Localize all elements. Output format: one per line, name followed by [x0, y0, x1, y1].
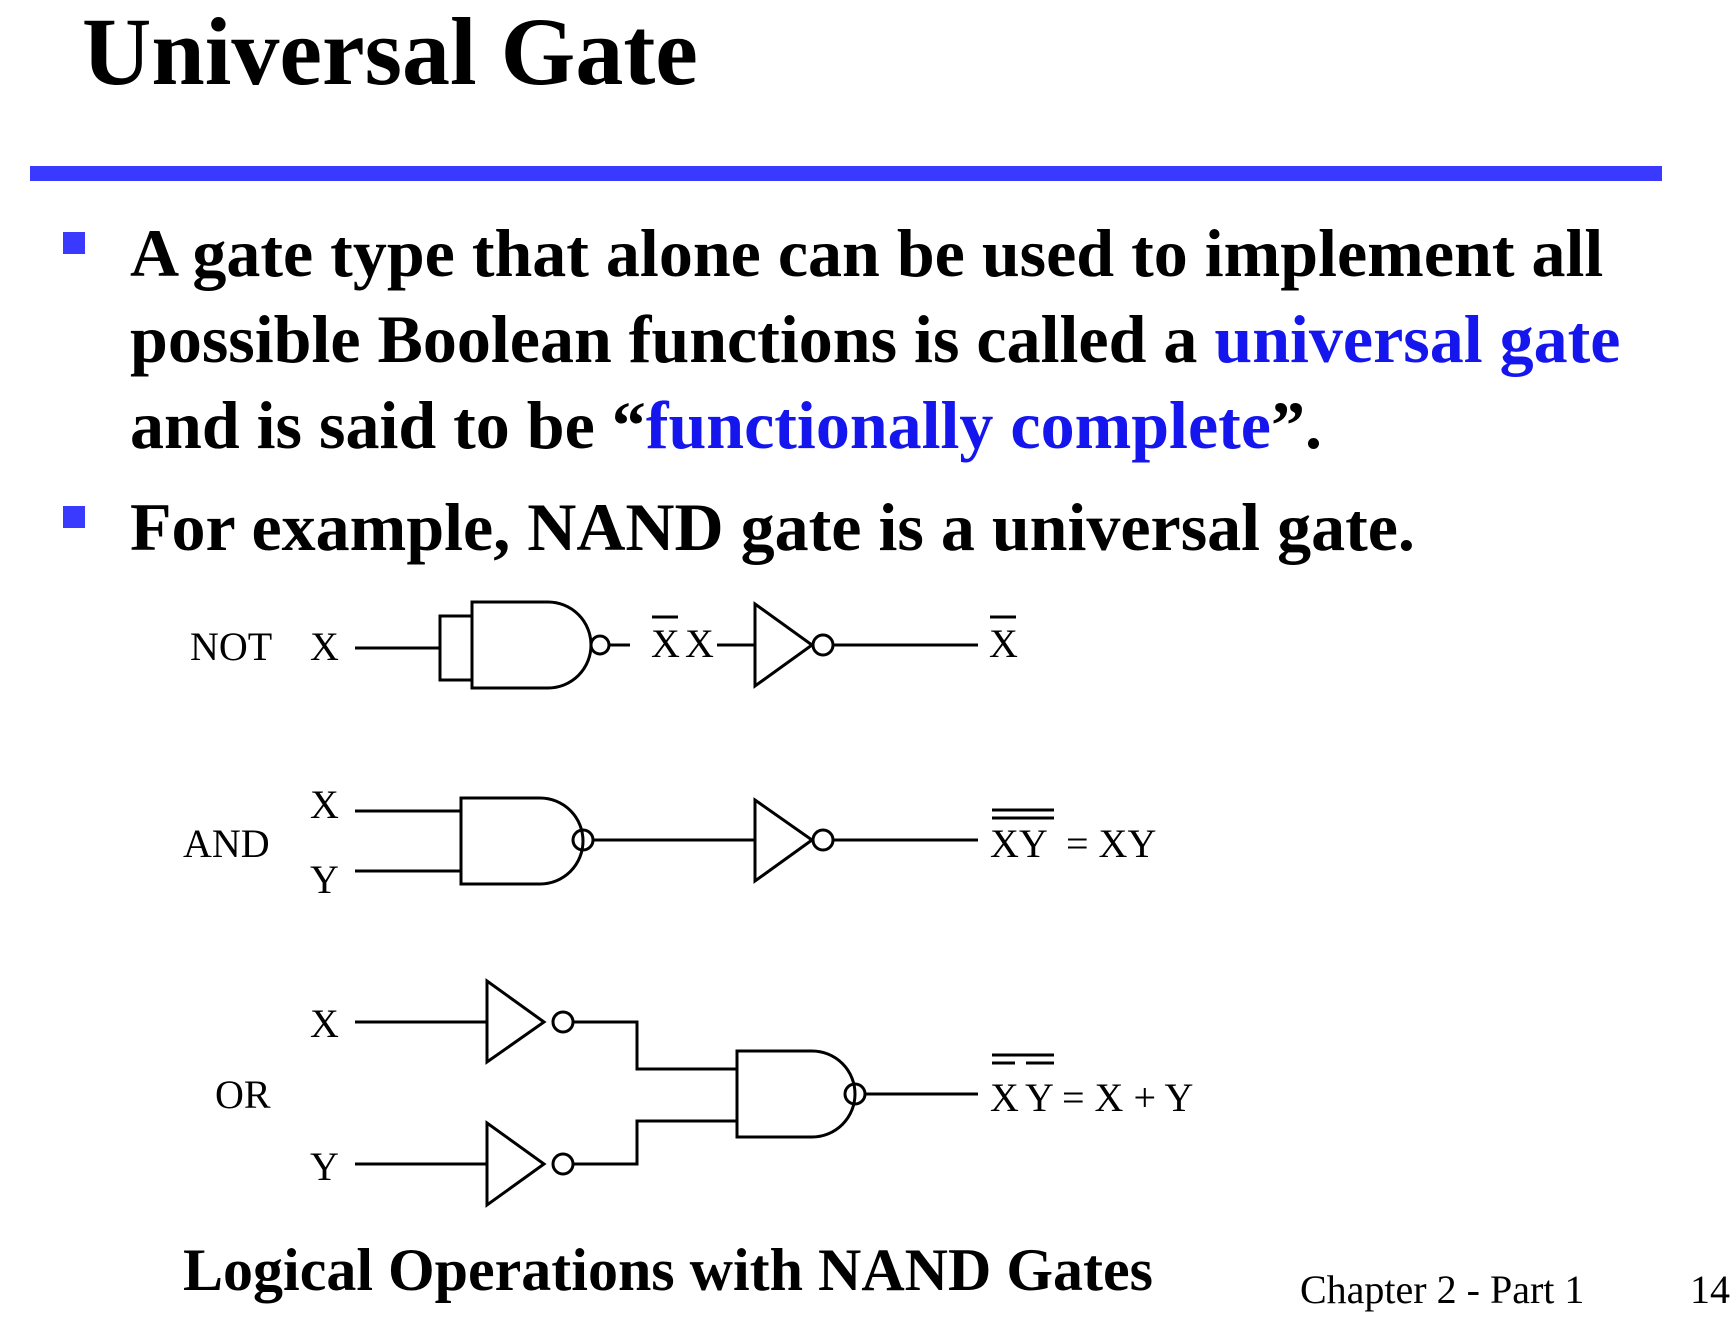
not-mid-label-bar: X — [651, 621, 680, 666]
bullet-square-icon — [63, 232, 85, 254]
and-nand-gate — [461, 798, 583, 884]
or-inverter-y — [487, 1123, 544, 1205]
slide-title: Universal Gate — [82, 0, 698, 105]
or-inverter-y-bubble — [553, 1154, 573, 1174]
not-nand-gate — [472, 602, 591, 688]
bullet-text-1a: A gate type that alone can be used to implement all possible Boolean functions is called a — [130, 215, 1604, 377]
bullet-nand-example — [60, 484, 1690, 570]
and-inverter-bubble — [813, 830, 833, 850]
or-x-to-nand-wire — [573, 1022, 737, 1069]
bullet-square-icon — [63, 506, 85, 528]
title-divider — [30, 166, 1662, 181]
or-inverter-x — [487, 981, 544, 1062]
bullet-text-2: For example, NAND gate is a universal gate. — [130, 489, 1415, 565]
or-input-x-label: X — [310, 1001, 339, 1046]
not-output-label: X — [989, 621, 1018, 666]
not-input-wire — [355, 616, 472, 680]
not-inverter-bubble — [813, 635, 833, 655]
or-output-bar-x-label: X — [990, 1075, 1019, 1120]
or-output-bar-y-label: Y — [1025, 1075, 1054, 1120]
not-inverter — [755, 604, 812, 686]
not-input-label: X — [310, 624, 339, 669]
highlight-functionally-complete: functionally complete — [645, 387, 1271, 463]
nand-logic-diagram — [0, 580, 1735, 1220]
and-row — [355, 798, 1054, 884]
footer-page-number: 14 — [1690, 1267, 1730, 1312]
and-operation-label: AND — [183, 821, 270, 866]
or-y-to-nand-wire — [573, 1121, 737, 1164]
not-operation-label: NOT — [190, 624, 273, 669]
and-inverter — [755, 800, 812, 881]
not-mid-label-plain: X — [685, 621, 714, 666]
and-input-x-label: X — [310, 782, 339, 827]
and-output-bar-label: XY — [990, 821, 1048, 866]
footer-chapter: Chapter 2 - Part 1 — [1300, 1267, 1585, 1312]
or-row — [355, 981, 1054, 1205]
diagram-caption: Logical Operations with NAND Gates — [183, 1237, 1153, 1303]
not-nand-bubble — [591, 636, 609, 654]
bullet-text-1b: and is said to be “ — [130, 387, 646, 463]
or-nand-gate — [737, 1051, 855, 1137]
bullet-text-1c: ”. — [1270, 387, 1322, 463]
or-inverter-x-bubble — [553, 1012, 573, 1032]
or-output-expr: = X + Y — [1062, 1075, 1194, 1120]
or-input-y-label: Y — [310, 1144, 339, 1189]
and-output-expr: = XY — [1066, 821, 1157, 866]
bullet-universal-gate-definition — [60, 210, 1690, 468]
highlight-universal-gate: universal gate — [1214, 301, 1621, 377]
bullet-list — [60, 210, 1690, 586]
or-operation-label: OR — [215, 1072, 271, 1117]
and-input-y-label: Y — [310, 857, 339, 902]
